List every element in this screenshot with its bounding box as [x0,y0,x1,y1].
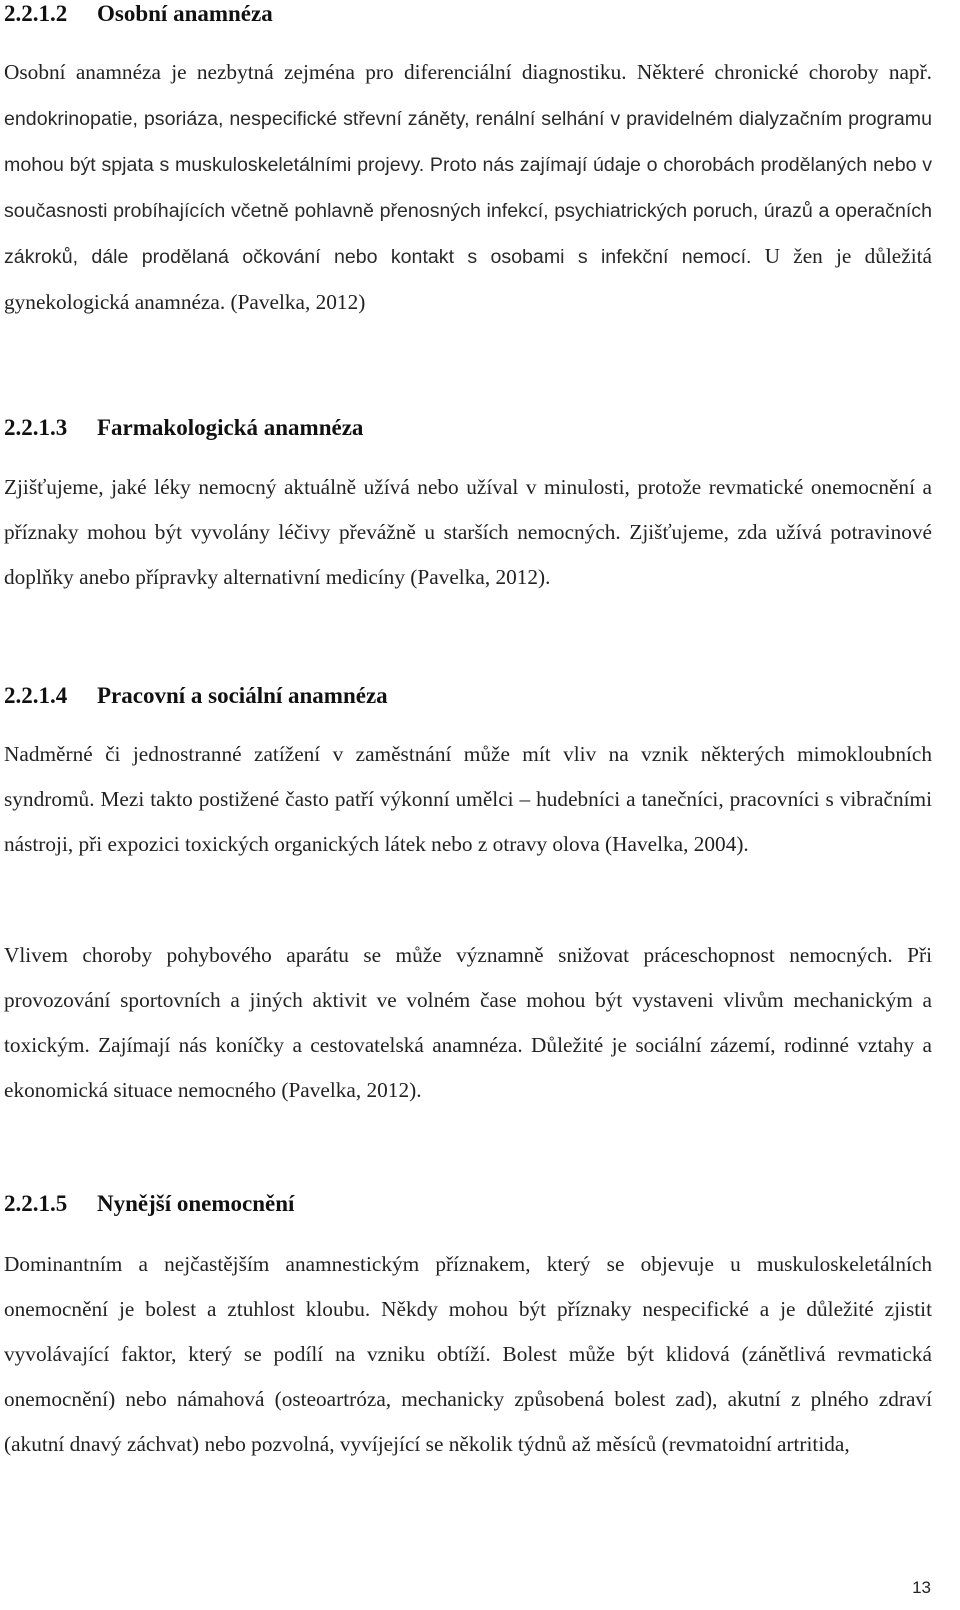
paragraph-pracovni-anamneza: Nadměrné či jednostranné zatížení v zaměstnání může mít vliv na vznik některých mimokloubních syndromů. Mezi takto postižené často patří výkonní umělci – hudebníci a tanečníci, pracovníci s vibračními nástroji, při expozici toxických organických látek nebo z otravy olova (Havelka, 2004). [4,742,932,856]
section-heading-farmakologicka-anamneza [4,414,932,442]
paragraph-socialni-anamneza: Vlivem choroby pohybového aparátu se může významně snižovat práceschopnost nemocných. Při provozování sportovních a jiných aktivit ve volném čase mohou být vystaveni vlivům mechanickým a toxickým. Zajímají nás koníčky a cestovatelská anamnéza. Důležité je sociální zázemí, rodinné vztahy a ekonomická situace nemocného (Pavelka, 2012). [4,943,932,1102]
page-number: 13 [912,1578,931,1597]
section-title: Pracovní a sociální anamnéza [97,683,388,708]
section-heading-pracovni-socialni-anamneza [4,682,932,710]
paragraph-text: U žen je důležitá gynekologická anamnéza. (Pavelka, 2012) [4,244,932,314]
paragraph-text: Osobní anamnéza je nezbytná zejména pro diferenciální diagnostiku. Některé chronické choroby např. [4,60,932,84]
section-number: 2.2.1.4 [4,683,68,708]
section-number: 2.2.1.3 [4,415,68,440]
paragraph-osobni-anamneza [4,50,932,325]
section-number: 2.2.1.2 [4,1,68,26]
section-title: Osobní anamnéza [97,1,273,26]
section-number: 2.2.1.5 [4,1191,68,1216]
section-heading-osobni-anamneza [4,0,932,28]
section-title: Nynější onemocnění [97,1191,295,1216]
paragraph-farmakologicka-anamneza: Zjišťujeme, jaké léky nemocný aktuálně užívá nebo užíval v minulosti, protože revmatické onemocnění a příznaky mohou být vyvolány léčivy převážně u starších nemocných. Zjišťujeme, zda užívá potravinové doplňky anebo přípravky alternativní medicíny (Pavelka, 2012). [4,475,932,589]
paragraph-nynejsi-onemocneni: Dominantním a nejčastějším anamnestickým příznakem, který se objevuje u muskuloskeletálních onemocnění je bolest a ztuhlost kloubu. Někdy mohou být příznaky nespecifické a je důležité zjistit vyvolávající faktor, který se podílí na vzniku obtíží. Bolest může být klidová (zánětlivá revmatická onemocnění) nebo námahová (osteoartróza, mechanicky způsobená bolest zad), akutní z plného zdraví (akutní dnavý záchvat) nebo pozvolná, vyvíjející se několik týdnů až měsíců (revmatoidní artritida, [4,1252,932,1456]
section-title: Farmakologická anamnéza [97,415,364,440]
paragraph-text: endokrinopatie, psoriáza, nespecifické střevní záněty, renální selhání v pravidelném dialyzačním programu mohou být spjata s muskuloskeletálními projevy. Proto nás zajímají údaje o chorobách prodělaných nebo v současnosti probíhajících včetně pohlavně přenosných infekcí, psychiatrických poruch, úrazů a operačních zákroků, dále prodělaná očkování nebo kontakt s osobami s infekční nemocí. [4,108,932,268]
section-heading-nynejsi-onemocneni [4,1190,932,1218]
